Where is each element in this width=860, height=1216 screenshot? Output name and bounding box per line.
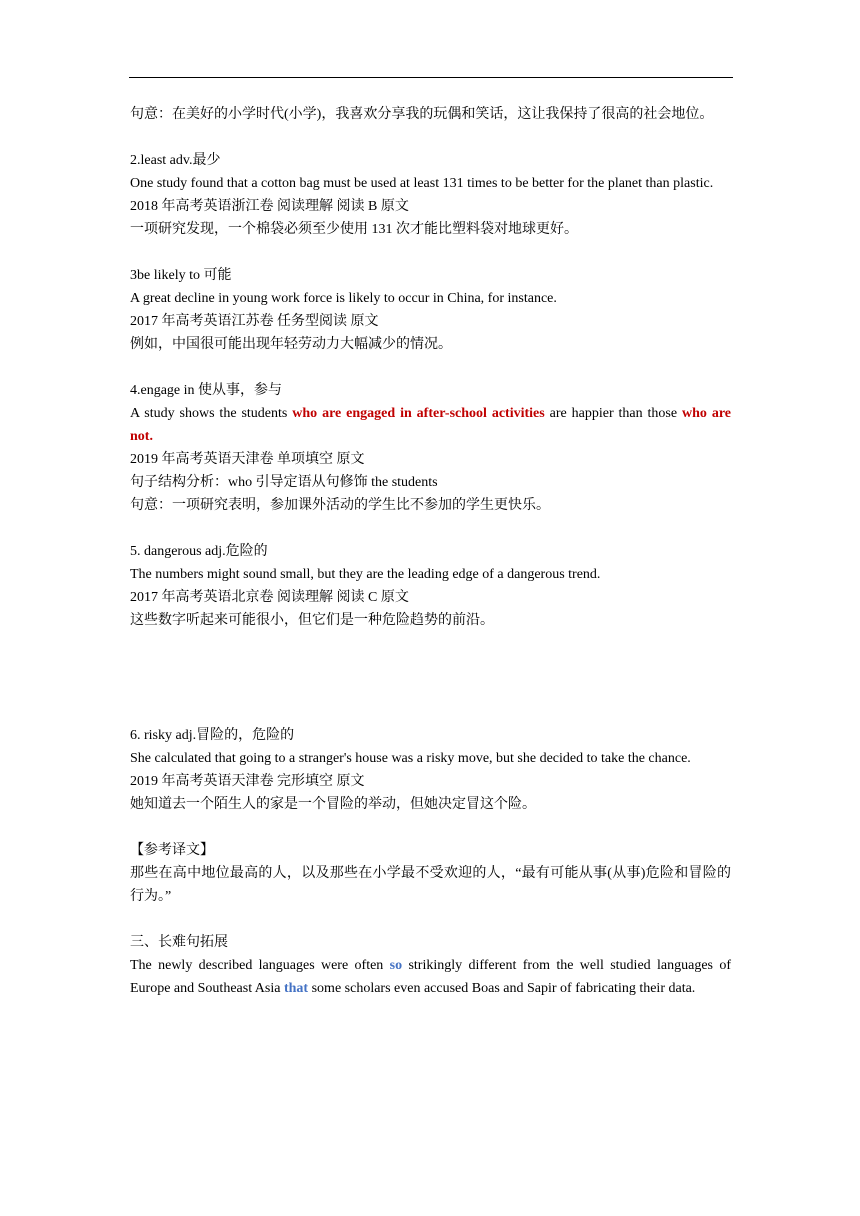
long-sentence <box>130 954 731 1000</box>
sentence-part: are happier than those <box>544 406 683 421</box>
translation: 例如，中国很可能出现年轻劳动力大幅减少的情况。 <box>130 337 452 352</box>
translation: 一项研究发现，一个棉袋必须至少使用 131 次才能比塑料袋对地球更好。 <box>130 222 578 237</box>
keyword-that: that <box>283 981 309 996</box>
vocab-title-be-likely-to: 3be likely to 可能 <box>130 268 232 283</box>
highlighted-clause: who are not. <box>130 406 732 444</box>
example-sentence: She calculated that going to a stranger's house was a risky move, but she decided to take the chance. <box>130 751 691 766</box>
source-line: 2017 年高考英语北京卷 阅读理解 阅读 C 原文 <box>130 590 409 605</box>
sentence-part: some scholars even accused Boas and Sapir of fabricating their data. <box>308 981 696 996</box>
translation: 这些数字听起来可能很小，但它们是一种危险趋势的前沿。 <box>130 613 494 628</box>
section-heading: 三、长难句拓展 <box>130 935 228 950</box>
example-sentence: The numbers might sound small, but they are the leading edge of a dangerous trend. <box>130 567 601 582</box>
example-sentence <box>130 402 731 448</box>
translation: 她知道去一个陌生人的家是一个冒险的举动，但她决定冒这个险。 <box>130 797 536 812</box>
reference-heading: 【参考译文】 <box>130 843 214 858</box>
vocab-title-least: 2.least adv.最少 <box>130 153 221 168</box>
vocab-title-risky: 6. risky adj.冒险的，危险的 <box>130 728 295 743</box>
sentence-part: strikingly different from the well studied languages of Europe and Southeast Asia <box>130 958 731 996</box>
structure-analysis: 句子结构分析：who 引导定语从句修饰 the students <box>130 475 438 490</box>
source-line: 2019 年高考英语天津卷 单项填空 原文 <box>130 452 365 467</box>
sentence-part: The newly described languages were often <box>130 958 390 973</box>
source-line: 2019 年高考英语天津卷 完形填空 原文 <box>130 774 365 789</box>
example-sentence: A great decline in young work force is likely to occur in China, for instance. <box>130 291 557 306</box>
sentence-meaning: 句意：在美好的小学时代(小学)，我喜欢分享我的玩偶和笑话，这让我保持了很高的社会地位。 <box>130 107 714 122</box>
reference-translation: 那些在高中地位最高的人，以及那些在小学最不受欢迎的人，“最有可能从事(从事)危险和冒险的行为。” <box>130 866 731 904</box>
highlighted-clause: who are engaged in after-school activities <box>292 406 545 421</box>
document-body <box>130 103 731 1000</box>
source-line: 2018 年高考英语浙江卷 阅读理解 阅读 B 原文 <box>130 199 409 214</box>
sentence-part: A study shows the students <box>130 406 293 421</box>
vocab-title-dangerous: 5. dangerous adj.危险的 <box>130 544 268 559</box>
example-sentence: One study found that a cotton bag must be used at least 131 times to be better for the planet than plastic. <box>130 176 714 191</box>
keyword-so: so <box>389 958 403 973</box>
source-line: 2017 年高考英语江苏卷 任务型阅读 原文 <box>130 314 379 329</box>
vocab-title-engage-in: 4.engage in 使从事，参与 <box>130 383 283 398</box>
header-rule <box>129 77 733 78</box>
sentence-meaning: 句意：一项研究表明，参加课外活动的学生比不参加的学生更快乐。 <box>130 498 550 513</box>
